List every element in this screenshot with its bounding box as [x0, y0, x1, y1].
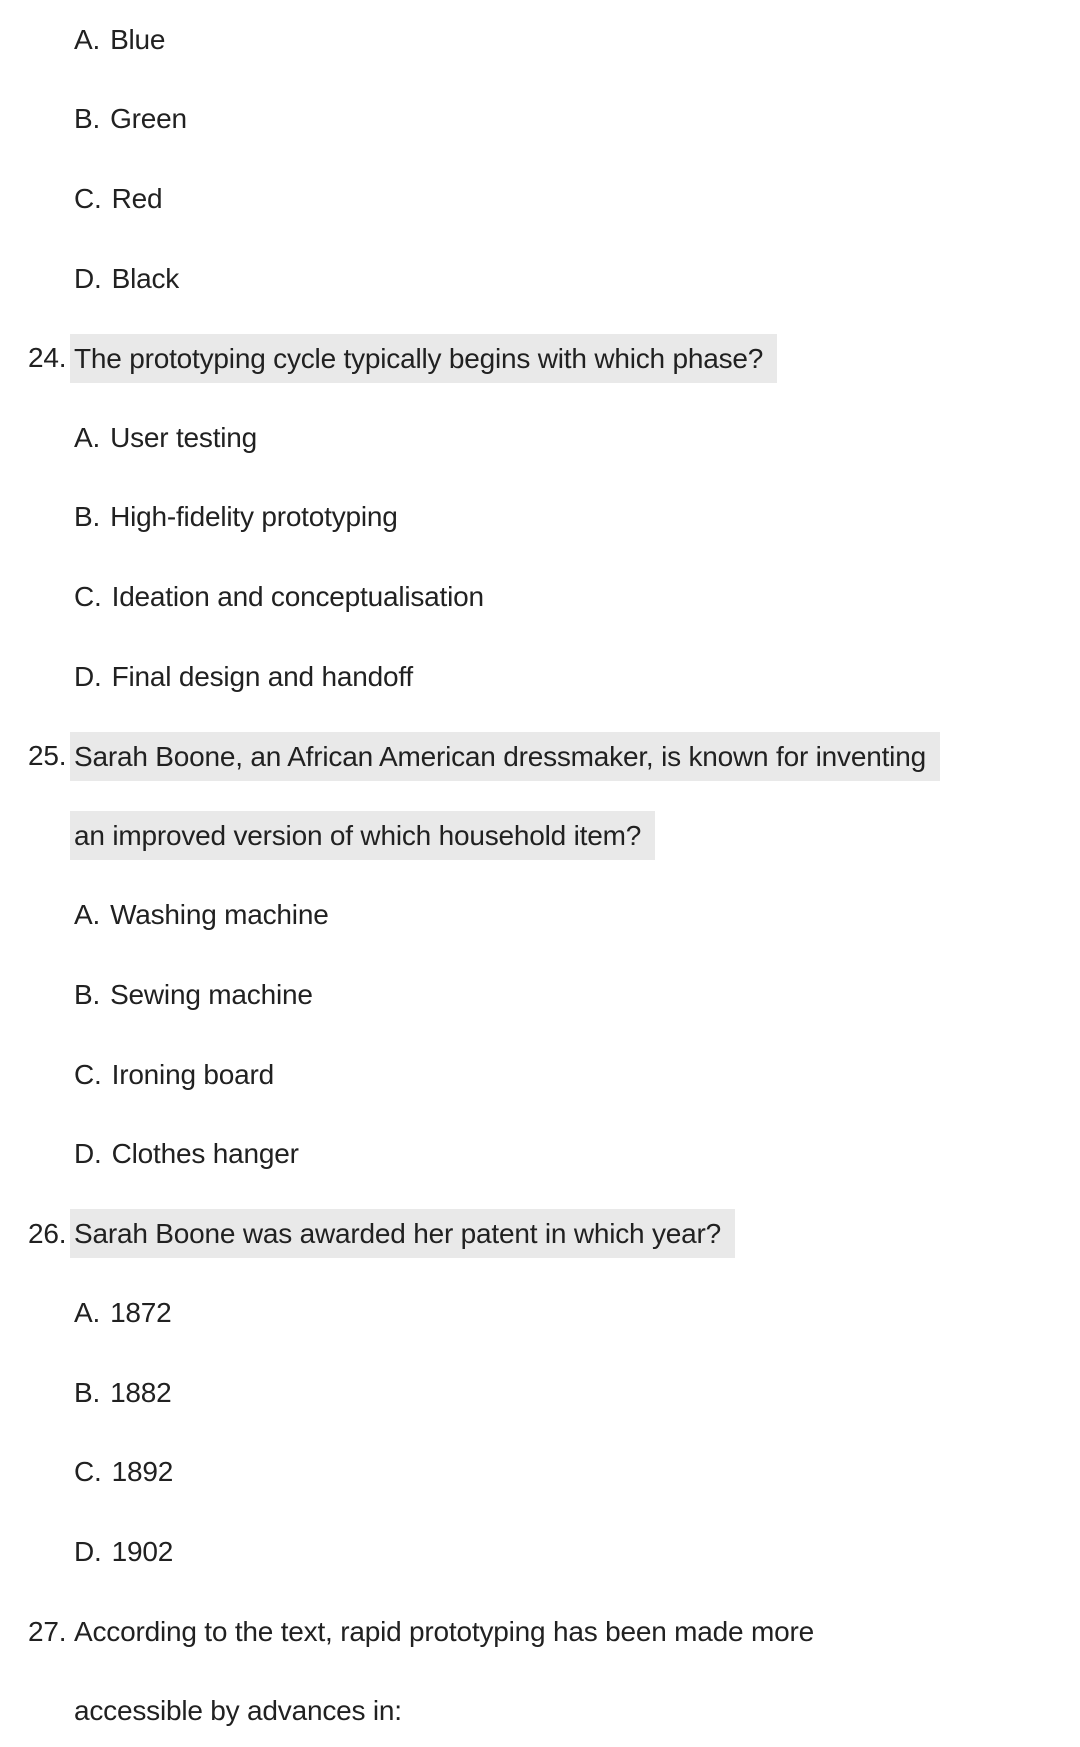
question-number: 24. — [28, 342, 67, 374]
option-letter: C. — [74, 182, 102, 214]
option-text: Ideation and conceptualisation — [111, 580, 484, 612]
option-text: Blue — [110, 23, 166, 55]
question-text: accessible by advances in: — [74, 1695, 402, 1727]
question-line-continuation — [0, 1671, 1080, 1747]
option-text: Black — [111, 262, 180, 294]
option-text: 1892 — [111, 1456, 174, 1488]
question-text-highlighted: Sarah Boone was awarded her patent in which year? — [70, 1209, 735, 1258]
option-letter: D. — [74, 1138, 102, 1170]
option-line — [0, 876, 1080, 956]
option-text: Green — [110, 103, 187, 135]
question-line — [0, 716, 1080, 796]
option-line — [0, 80, 1080, 160]
question-text-highlighted: Sarah Boone, an African American dressmaker, is known for inventing — [70, 732, 940, 781]
option-letter: B. — [74, 1376, 101, 1408]
option-text: 1902 — [111, 1536, 174, 1568]
option-letter: C. — [74, 580, 102, 612]
option-letter: C. — [74, 1456, 102, 1488]
question-text-highlighted: an improved version of which household item? — [70, 811, 655, 860]
question-line — [0, 1194, 1080, 1274]
option-line — [0, 159, 1080, 239]
question-number: 27. — [28, 1615, 67, 1647]
option-line — [0, 1433, 1080, 1513]
question-number: 26. — [28, 1217, 67, 1249]
option-line — [0, 239, 1080, 319]
option-letter: A. — [74, 23, 101, 55]
option-letter: D. — [74, 660, 102, 692]
option-text: Washing machine — [110, 899, 329, 931]
question-number: 25. — [28, 740, 67, 772]
option-letter: B. — [74, 103, 101, 135]
option-text: Red — [111, 182, 163, 214]
option-text: User testing — [110, 421, 258, 453]
option-line — [0, 1353, 1080, 1433]
option-text: High-fidelity prototyping — [110, 501, 398, 533]
question-line — [0, 318, 1080, 398]
option-letter: D. — [74, 262, 102, 294]
option-letter: A. — [74, 1297, 101, 1329]
option-letter: A. — [74, 421, 101, 453]
question-line-continuation — [0, 796, 1080, 876]
option-line — [0, 1114, 1080, 1194]
option-letter: C. — [74, 1058, 102, 1090]
question-text: According to the text, rapid prototyping has been made more — [74, 1615, 814, 1647]
question-text-highlighted: The prototyping cycle typically begins with which phase? — [70, 334, 777, 383]
option-letter: B. — [74, 978, 101, 1010]
option-text: 1872 — [110, 1297, 172, 1329]
option-letter: D. — [74, 1536, 102, 1568]
option-line — [0, 0, 1080, 80]
option-text: Sewing machine — [110, 978, 313, 1010]
question-line — [0, 1592, 1080, 1672]
option-letter: A. — [74, 899, 101, 931]
option-text: 1882 — [110, 1376, 172, 1408]
option-line — [0, 478, 1080, 558]
option-line — [0, 1035, 1080, 1115]
option-text: Final design and handoff — [111, 660, 413, 692]
option-line — [0, 557, 1080, 637]
option-line — [0, 398, 1080, 478]
option-text: Ironing board — [111, 1058, 275, 1090]
option-text: Clothes hanger — [111, 1138, 299, 1170]
option-letter: B. — [74, 501, 101, 533]
option-line — [0, 1274, 1080, 1354]
option-line — [0, 955, 1080, 1035]
option-line — [0, 637, 1080, 717]
option-line — [0, 1512, 1080, 1592]
